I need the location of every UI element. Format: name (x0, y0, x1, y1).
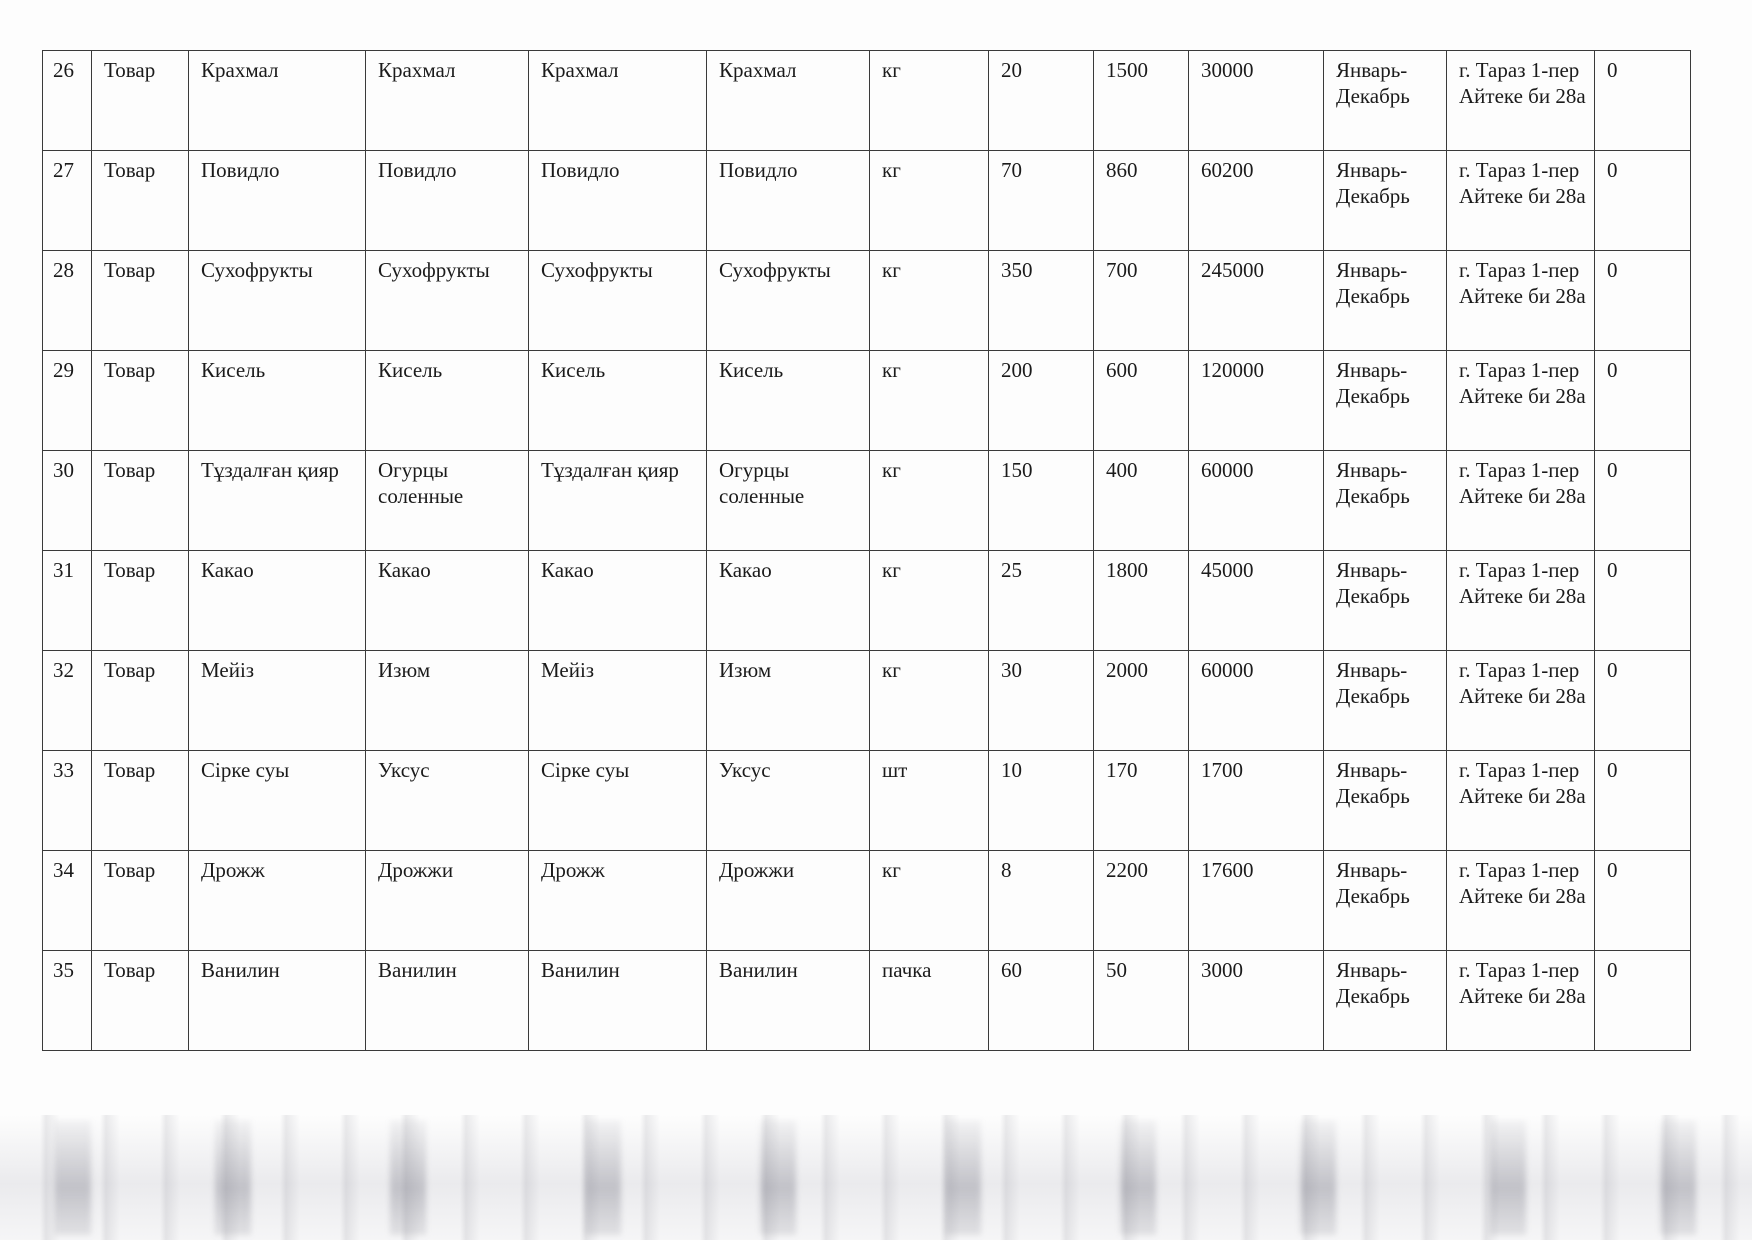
cell-name-kz: Крахмал (189, 51, 366, 151)
cell-row-number: 35 (43, 951, 92, 1051)
cell-row-number: 28 (43, 251, 92, 351)
table-row (43, 651, 1691, 751)
cell-row-number: 31 (43, 551, 92, 651)
cell-name-ru: Какао (366, 551, 529, 651)
cell-row-number: 32 (43, 651, 92, 751)
cell-advance-payment: 0 (1595, 451, 1691, 551)
cell-name-kz: Кисель (189, 351, 366, 451)
cell-item-type: Товар (92, 751, 189, 851)
scan-streak (1660, 1120, 1696, 1235)
table-row (43, 951, 1691, 1051)
cell-row-number: 33 (43, 751, 92, 851)
cell-item-type: Товар (92, 951, 189, 1051)
cell-name-ru: Повидло (366, 151, 529, 251)
cell-item-type: Товар (92, 251, 189, 351)
cell-unit-price: 2200 (1094, 851, 1189, 951)
cell-row-number: 29 (43, 351, 92, 451)
cell-advance-payment: 0 (1595, 751, 1691, 851)
cell-quantity: 25 (989, 551, 1094, 651)
cell-unit-price: 600 (1094, 351, 1189, 451)
cell-unit: кг (870, 851, 989, 951)
cell-unit-price: 1500 (1094, 51, 1189, 151)
cell-name-kz: Сухофрукты (189, 251, 366, 351)
cell-delivery-period: Январь-Декабрь (1324, 551, 1447, 651)
cell-description-ru: Огурцы соленные (707, 451, 870, 551)
table-row (43, 451, 1691, 551)
cell-delivery-period: Январь-Декабрь (1324, 951, 1447, 1051)
cell-delivery-period: Январь-Декабрь (1324, 51, 1447, 151)
cell-advance-payment: 0 (1595, 651, 1691, 751)
cell-delivery-period: Январь-Декабрь (1324, 851, 1447, 951)
cell-description-ru: Крахмал (707, 51, 870, 151)
cell-total-sum: 45000 (1189, 551, 1324, 651)
cell-unit: кг (870, 551, 989, 651)
cell-name-ru: Дрожжи (366, 851, 529, 951)
scan-streak (585, 1120, 621, 1235)
cell-delivery-period: Январь-Декабрь (1324, 251, 1447, 351)
cell-advance-payment: 0 (1595, 551, 1691, 651)
cell-description-kz: Ванилин (529, 951, 707, 1051)
cell-total-sum: 30000 (1189, 51, 1324, 151)
table-row (43, 51, 1691, 151)
cell-unit-price: 700 (1094, 251, 1189, 351)
cell-item-type: Товар (92, 551, 189, 651)
procurement-table (42, 50, 1691, 1051)
cell-item-type: Товар (92, 51, 189, 151)
cell-unit-price: 400 (1094, 451, 1189, 551)
cell-description-kz: Кисель (529, 351, 707, 451)
cell-advance-payment: 0 (1595, 151, 1691, 251)
cell-description-ru: Изюм (707, 651, 870, 751)
cell-quantity: 60 (989, 951, 1094, 1051)
cell-quantity: 8 (989, 851, 1094, 951)
cell-name-kz: Сірке суы (189, 751, 366, 851)
cell-delivery-period: Январь-Декабрь (1324, 651, 1447, 751)
cell-name-kz: Повидло (189, 151, 366, 251)
cell-description-kz: Сірке суы (529, 751, 707, 851)
cell-item-type: Товар (92, 151, 189, 251)
cell-unit: кг (870, 251, 989, 351)
cell-unit: кг (870, 351, 989, 451)
cell-description-ru: Уксус (707, 751, 870, 851)
cell-unit: кг (870, 151, 989, 251)
cell-description-ru: Какао (707, 551, 870, 651)
cell-total-sum: 3000 (1189, 951, 1324, 1051)
cell-name-ru: Изюм (366, 651, 529, 751)
cell-description-kz: Мейіз (529, 651, 707, 751)
cell-delivery-period: Январь-Декабрь (1324, 151, 1447, 251)
cell-delivery-place: г. Тараз 1-пер Айтеке би 28а (1447, 651, 1595, 751)
cell-name-kz: Тұздалған қияр (189, 451, 366, 551)
cell-unit: шт (870, 751, 989, 851)
cell-advance-payment: 0 (1595, 851, 1691, 951)
cell-unit: пачка (870, 951, 989, 1051)
cell-delivery-place: г. Тараз 1-пер Айтеке би 28а (1447, 851, 1595, 951)
cell-name-ru: Сухофрукты (366, 251, 529, 351)
cell-unit: кг (870, 451, 989, 551)
cell-total-sum: 60000 (1189, 451, 1324, 551)
cell-description-kz: Сухофрукты (529, 251, 707, 351)
cell-delivery-place: г. Тараз 1-пер Айтеке би 28а (1447, 351, 1595, 451)
cell-name-ru: Ванилин (366, 951, 529, 1051)
cell-delivery-place: г. Тараз 1-пер Айтеке би 28а (1447, 251, 1595, 351)
cell-unit-price: 50 (1094, 951, 1189, 1051)
scan-streak (55, 1120, 91, 1235)
scan-streak (390, 1120, 426, 1235)
cell-total-sum: 1700 (1189, 751, 1324, 851)
cell-description-ru: Ванилин (707, 951, 870, 1051)
cell-total-sum: 245000 (1189, 251, 1324, 351)
scan-streak (760, 1120, 796, 1235)
cell-item-type: Товар (92, 851, 189, 951)
cell-unit-price: 170 (1094, 751, 1189, 851)
cell-quantity: 70 (989, 151, 1094, 251)
table-row (43, 751, 1691, 851)
scan-streak (1490, 1120, 1526, 1235)
cell-name-kz: Мейіз (189, 651, 366, 751)
scan-streak (1120, 1120, 1156, 1235)
cell-description-kz: Крахмал (529, 51, 707, 151)
table-row (43, 351, 1691, 451)
cell-quantity: 30 (989, 651, 1094, 751)
cell-name-kz: Ванилин (189, 951, 366, 1051)
scan-streak (1300, 1120, 1336, 1235)
cell-name-ru: Кисель (366, 351, 529, 451)
cell-unit-price: 860 (1094, 151, 1189, 251)
cell-quantity: 150 (989, 451, 1094, 551)
cell-description-ru: Кисель (707, 351, 870, 451)
cell-row-number: 27 (43, 151, 92, 251)
cell-quantity: 10 (989, 751, 1094, 851)
cell-name-kz: Какао (189, 551, 366, 651)
cell-delivery-place: г. Тараз 1-пер Айтеке би 28а (1447, 51, 1595, 151)
scan-streak (215, 1120, 251, 1235)
cell-delivery-place: г. Тараз 1-пер Айтеке би 28а (1447, 151, 1595, 251)
cell-unit: кг (870, 651, 989, 751)
cell-item-type: Товар (92, 351, 189, 451)
cell-delivery-period: Январь-Декабрь (1324, 751, 1447, 851)
table-row (43, 851, 1691, 951)
cell-row-number: 26 (43, 51, 92, 151)
cell-quantity: 350 (989, 251, 1094, 351)
cell-total-sum: 60200 (1189, 151, 1324, 251)
cell-name-ru: Уксус (366, 751, 529, 851)
cell-name-kz: Дрожж (189, 851, 366, 951)
cell-description-kz: Тұздалған қияр (529, 451, 707, 551)
table-row (43, 551, 1691, 651)
cell-description-ru: Дрожжи (707, 851, 870, 951)
table-row (43, 151, 1691, 251)
cell-unit-price: 2000 (1094, 651, 1189, 751)
cell-delivery-period: Январь-Декабрь (1324, 451, 1447, 551)
cell-row-number: 30 (43, 451, 92, 551)
cell-total-sum: 120000 (1189, 351, 1324, 451)
cell-delivery-place: г. Тараз 1-пер Айтеке би 28а (1447, 751, 1595, 851)
cell-item-type: Товар (92, 651, 189, 751)
cell-advance-payment: 0 (1595, 251, 1691, 351)
cell-unit: кг (870, 51, 989, 151)
table-row (43, 251, 1691, 351)
cell-item-type: Товар (92, 451, 189, 551)
cell-description-kz: Повидло (529, 151, 707, 251)
cell-description-kz: Какао (529, 551, 707, 651)
cell-description-ru: Сухофрукты (707, 251, 870, 351)
cell-advance-payment: 0 (1595, 51, 1691, 151)
cell-advance-payment: 0 (1595, 351, 1691, 451)
cell-quantity: 200 (989, 351, 1094, 451)
cell-advance-payment: 0 (1595, 951, 1691, 1051)
cell-name-ru: Крахмал (366, 51, 529, 151)
cell-unit-price: 1800 (1094, 551, 1189, 651)
cell-delivery-place: г. Тараз 1-пер Айтеке би 28а (1447, 951, 1595, 1051)
scan-streak (945, 1120, 981, 1235)
cell-total-sum: 17600 (1189, 851, 1324, 951)
cell-delivery-place: г. Тараз 1-пер Айтеке би 28а (1447, 551, 1595, 651)
cell-delivery-period: Январь-Декабрь (1324, 351, 1447, 451)
cell-description-ru: Повидло (707, 151, 870, 251)
cell-name-ru: Огурцы соленные (366, 451, 529, 551)
cell-description-kz: Дрожж (529, 851, 707, 951)
cell-quantity: 20 (989, 51, 1094, 151)
cell-row-number: 34 (43, 851, 92, 951)
table-body (43, 51, 1691, 1051)
cell-total-sum: 60000 (1189, 651, 1324, 751)
cell-delivery-place: г. Тараз 1-пер Айтеке би 28а (1447, 451, 1595, 551)
